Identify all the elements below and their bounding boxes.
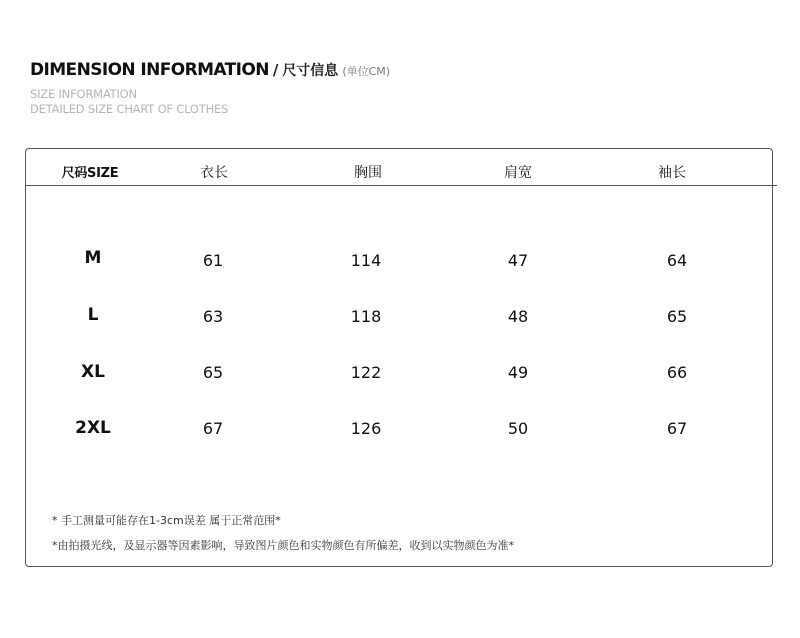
column-header-chest: 胸围 xyxy=(354,165,382,181)
table-cell-sleeve: 67 xyxy=(666,419,688,438)
color-note: *由拍摄光线，及显示器等因素影响，导致图片颜色和实物颜色有所偏差，收到以实物颜色为准* xyxy=(52,539,514,552)
row-size-label: 2XL xyxy=(75,418,111,438)
column-header-shoulder: 肩宽 xyxy=(504,165,532,181)
table-cell-length: 63 xyxy=(202,307,224,326)
table-cell-length: 67 xyxy=(202,419,224,438)
column-header-size: 尺码SIZE xyxy=(61,166,119,181)
title-unit: (单位CM) xyxy=(342,65,391,78)
table-cell-shoulder: 47 xyxy=(507,251,529,270)
table-cell-shoulder: 50 xyxy=(507,419,529,438)
title-chinese: 尺寸信息 xyxy=(282,63,339,79)
title-english: DIMENSION INFORMATION xyxy=(30,60,269,80)
subtitle-detailed-chart: DETAILED SIZE CHART OF CLOTHES xyxy=(30,102,229,116)
table-cell-chest: 114 xyxy=(350,251,382,270)
size-table-panel xyxy=(25,148,773,567)
table-cell-shoulder: 49 xyxy=(507,363,529,382)
table-cell-shoulder: 48 xyxy=(507,307,529,326)
table-cell-length: 65 xyxy=(202,363,224,382)
row-size-label: L xyxy=(87,305,99,325)
table-cell-chest: 122 xyxy=(350,363,382,382)
subtitle-size-information: SIZE INFORMATION xyxy=(30,87,137,101)
row-size-label: XL xyxy=(81,362,105,382)
header-divider xyxy=(25,185,777,186)
table-cell-chest: 126 xyxy=(350,419,382,438)
measurement-note: * 手工测量可能存在1-3cm误差 属于正常范围* xyxy=(52,514,281,527)
table-cell-sleeve: 66 xyxy=(666,363,688,382)
table-cell-sleeve: 65 xyxy=(666,307,688,326)
title-separator: / xyxy=(272,61,279,79)
table-cell-length: 61 xyxy=(202,251,224,270)
page-title xyxy=(30,60,390,80)
table-cell-sleeve: 64 xyxy=(666,251,688,270)
table-cell-chest: 118 xyxy=(350,307,382,326)
column-header-length: 衣长 xyxy=(200,165,228,181)
row-size-label: M xyxy=(84,248,102,268)
column-header-sleeve: 袖长 xyxy=(658,165,686,181)
